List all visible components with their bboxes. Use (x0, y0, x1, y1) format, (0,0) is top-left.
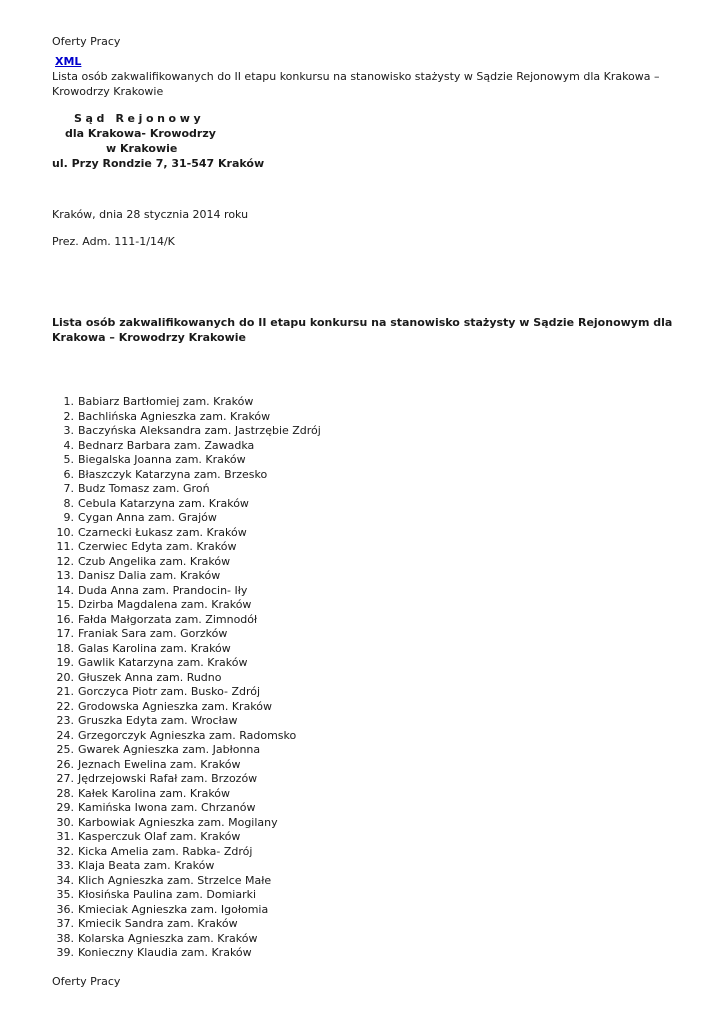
list-item (52, 787, 321, 802)
list-item-text: Fałda Małgorzata zam. Zimnodół (78, 612, 258, 626)
list-item (52, 671, 321, 686)
list-item-text: Kamińska Iwona zam. Chrzanów (78, 801, 256, 814)
list-item-text: Gorczyca Piotr zam. Busko- Zdrój (78, 685, 261, 698)
list-item-text: Budz Tomasz zam. Groń (78, 482, 210, 495)
list-item (52, 888, 321, 903)
list-item (52, 714, 321, 729)
list-item-text: Kmiecik Sandra zam. Kraków (78, 917, 238, 930)
list-item-number: 39. (56, 946, 74, 959)
list-item-number: 18. (56, 641, 74, 655)
list-item-number: 16. (56, 612, 74, 626)
list-item (52, 758, 321, 773)
list-item-text: Jędrzejowski Rafał zam. Brzozów (78, 772, 258, 785)
list-item-number: 1. (63, 395, 74, 408)
list-item-number: 30. (56, 815, 74, 829)
list-item-number: 28. (56, 786, 74, 800)
list-item-number: 22. (56, 699, 74, 713)
list-item (52, 497, 321, 512)
list-item (52, 468, 321, 483)
page-footer-title: Oferty Pracy (52, 975, 121, 988)
list-item-number: 10. (56, 525, 74, 539)
list-item (52, 946, 321, 961)
list-item-text: Czarnecki Łukasz zam. Kraków (78, 525, 247, 539)
list-item-text: Cebula Katarzyna zam. Kraków (78, 496, 249, 510)
list-item-number: 34. (56, 873, 74, 887)
list-item-number: 7. (63, 482, 74, 495)
list-item-text: Duda Anna zam. Prandocin- Iły (78, 583, 248, 597)
list-item-number: 19. (56, 656, 74, 669)
list-item (52, 598, 321, 613)
list-item-number: 3. (63, 424, 74, 437)
list-item (52, 903, 321, 918)
list-item-number: 4. (63, 438, 74, 452)
list-item-text: Bachlińska Agnieszka zam. Kraków (78, 409, 271, 423)
list-item-text: Gruszka Edyta zam. Wrocław (78, 714, 238, 727)
list-item-text: Głuszek Anna zam. Rudno (78, 670, 222, 684)
list-item-number: 12. (56, 554, 74, 568)
list-item-number: 5. (63, 453, 74, 466)
list-item-text: Karbowiak Agnieszka zam. Mogilany (78, 815, 278, 829)
list-item-number: 29. (56, 801, 74, 814)
list-item-number: 24. (56, 728, 74, 742)
list-item-text: Kicka Amelia zam. Rabka- Zdrój (78, 844, 253, 858)
list-item (52, 743, 321, 758)
list-item-text: Cygan Anna zam. Grajów (78, 511, 217, 524)
list-item-text: Czerwiec Edyta zam. Kraków (78, 540, 237, 553)
list-item (52, 526, 321, 541)
reference-number: Prez. Adm. 111-1/14/K (52, 235, 175, 248)
list-item-text: Czub Angelika zam. Kraków (78, 554, 231, 568)
list-item (52, 453, 321, 468)
list-item (52, 729, 321, 744)
list-item (52, 395, 321, 410)
list-item-number: 20. (56, 670, 74, 684)
list-item (52, 424, 321, 439)
list-item-number: 36. (56, 902, 74, 916)
page-header-title: Oferty Pracy (52, 35, 121, 48)
list-item-text: Baczyńska Aleksandra zam. Jastrzębie Zdrój (78, 424, 321, 437)
list-item-text: Kmieciak Agnieszka zam. Igołomia (78, 902, 269, 916)
list-item-text: Danisz Dalia zam. Kraków (78, 569, 221, 582)
list-item (52, 569, 321, 584)
list-item (52, 874, 321, 889)
list-item-text: Franiak Sara zam. Gorzków (78, 627, 228, 640)
list-item-number: 35. (56, 888, 74, 901)
list-item (52, 772, 321, 787)
list-item-number: 8. (63, 496, 74, 510)
list-item (52, 410, 321, 425)
list-item-text: Kłosińska Paulina zam. Domiarki (78, 888, 257, 901)
list-item-number: 15. (56, 598, 74, 611)
list-item-text: Konieczny Klaudia zam. Kraków (78, 946, 252, 959)
list-item-text: Biegalska Joanna zam. Kraków (78, 453, 246, 466)
court-address-block (52, 111, 264, 171)
qualified-persons-list (52, 395, 321, 961)
list-item-text: Kasperczuk Olaf zam. Kraków (78, 830, 241, 843)
list-item-number: 23. (56, 714, 74, 727)
xml-link[interactable]: XML (55, 55, 82, 68)
list-item-number: 38. (56, 931, 74, 945)
list-item-number: 2. (63, 409, 74, 423)
court-district: dla Krakowa- Krowodrzy (65, 127, 216, 140)
list-item-number: 32. (56, 844, 74, 858)
list-item-number: 9. (63, 511, 74, 524)
list-item (52, 932, 321, 947)
list-item-number: 33. (56, 859, 74, 872)
list-item-number: 27. (56, 772, 74, 785)
list-item (52, 917, 321, 932)
list-item (52, 555, 321, 570)
list-item-text: Galas Karolina zam. Kraków (78, 641, 231, 655)
list-item-text: Klaja Beata zam. Kraków (78, 859, 215, 872)
list-item (52, 816, 321, 831)
list-item-text: Bednarz Barbara zam. Zawadka (78, 438, 255, 452)
intro-text: Lista osób zakwalifikowanych do II etapu konkursu na stanowisko stażysty w Sądzie Rejonowym dla Krakowa – Krowodrzy Krakowie (52, 70, 660, 98)
list-item (52, 700, 321, 715)
list-item-text: Gawlik Katarzyna zam. Kraków (78, 656, 248, 669)
list-item-text: Babiarz Bartłomiej zam. Kraków (78, 395, 254, 408)
list-item-text: Kałek Karolina zam. Kraków (78, 786, 231, 800)
list-item-number: 17. (56, 627, 74, 640)
list-item (52, 845, 321, 860)
list-item (52, 584, 321, 599)
list-item (52, 627, 321, 642)
list-title: Lista osób zakwalifikowanych do II etapu konkursu na stanowisko stażysty w Sądzie Rejonowym dla Krakowa – Krowodrzy Krakowie (52, 316, 673, 344)
list-item (52, 613, 321, 628)
list-item-number: 21. (56, 685, 74, 698)
list-item (52, 439, 321, 454)
court-street: ul. Przy Rondzie 7, 31-547 Kraków (52, 157, 265, 170)
list-item-number: 37. (56, 917, 74, 930)
list-item-number: 31. (56, 830, 74, 843)
list-item (52, 685, 321, 700)
list-item-number: 14. (56, 583, 74, 597)
list-item (52, 830, 321, 845)
list-item (52, 540, 321, 555)
court-name: Sąd Rejonowy (74, 112, 205, 125)
list-item-text: Gwarek Agnieszka zam. Jabłonna (78, 743, 261, 756)
list-item (52, 482, 321, 497)
list-item (52, 859, 321, 874)
list-item-text: Kolarska Agnieszka zam. Kraków (78, 931, 258, 945)
list-item-text: Grodowska Agnieszka zam. Kraków (78, 699, 273, 713)
list-item-text: Jeznach Ewelina zam. Kraków (78, 757, 241, 771)
list-item-number: 6. (63, 467, 74, 481)
list-item-text: Błaszczyk Katarzyna zam. Brzesko (78, 467, 268, 481)
document-date: Kraków, dnia 28 stycznia 2014 roku (52, 208, 249, 221)
list-item (52, 511, 321, 526)
court-city: w Krakowie (106, 142, 178, 155)
list-item (52, 801, 321, 816)
list-item-text: Dzirba Magdalena zam. Kraków (78, 598, 252, 611)
list-item-number: 25. (56, 743, 74, 756)
list-item (52, 656, 321, 671)
list-item (52, 642, 321, 657)
list-item-number: 11. (56, 540, 74, 553)
list-item-text: Klich Agnieszka zam. Strzelce Małe (78, 873, 272, 887)
list-item-number: 13. (56, 569, 74, 582)
list-item-number: 26. (56, 757, 74, 771)
list-item-text: Grzegorczyk Agnieszka zam. Radomsko (78, 728, 297, 742)
